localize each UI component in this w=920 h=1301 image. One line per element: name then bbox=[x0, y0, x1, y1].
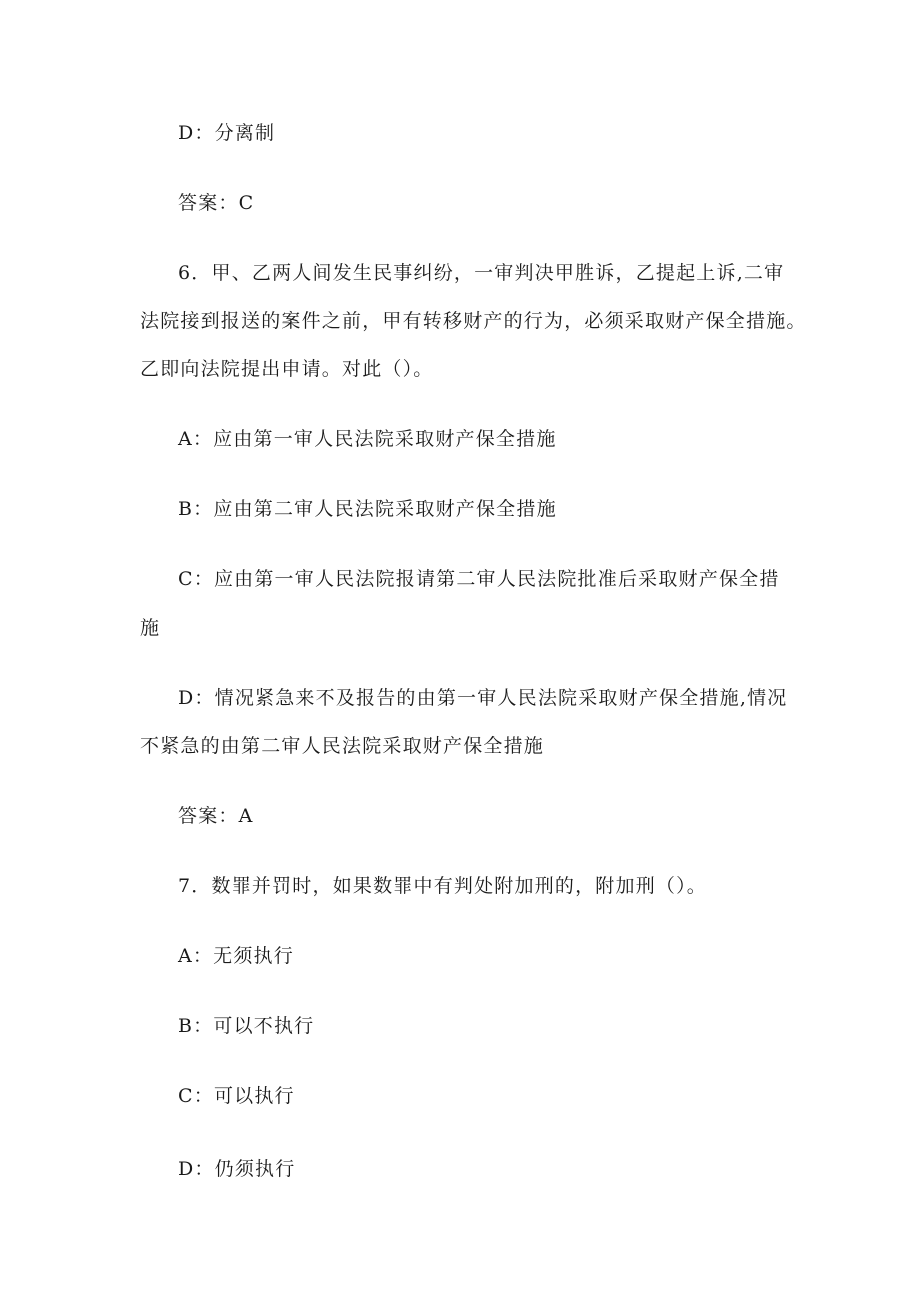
q6-option-c-line-2: 施 bbox=[140, 617, 161, 639]
q6-option-c-line-1: C：应由第一审人民法院报请第二审人民法院批准后采取财产保全措 bbox=[178, 568, 780, 590]
q7-option-b: B：可以不执行 bbox=[178, 1015, 315, 1037]
q7-option-a: A：无须执行 bbox=[178, 945, 294, 967]
q6-stem-line-2: 法院接到报送的案件之前，甲有转移财产的行为，必须采取财产保全措施。 bbox=[140, 310, 807, 332]
q5-option-d: D：分离制 bbox=[178, 122, 276, 144]
q7-option-c: C：可以执行 bbox=[178, 1085, 295, 1107]
q5-answer: 答案：C bbox=[178, 192, 255, 214]
q6-stem-line-3: 乙即向法院提出申请。对此（）。 bbox=[140, 358, 434, 380]
q7-option-d: D：仍须执行 bbox=[178, 1158, 296, 1180]
q6-option-a: A：应由第一审人民法院采取财产保全措施 bbox=[178, 428, 557, 450]
q7-stem: 7．数罪并罚时，如果数罪中有判处附加刑的，附加刑（）。 bbox=[178, 875, 707, 897]
q6-stem-line-1: 6．甲、乙两人间发生民事纠纷，一审判决甲胜诉，乙提起上诉,二审 bbox=[178, 262, 785, 284]
q6-option-b: B：应由第二审人民法院采取财产保全措施 bbox=[178, 498, 557, 520]
q6-option-d-line-1: D：情况紧急来不及报告的由第一审人民法院采取财产保全措施,情况 bbox=[178, 687, 788, 709]
q6-answer: 答案：A bbox=[178, 805, 254, 827]
q6-option-d-line-2: 不紧急的由第二审人民法院采取财产保全措施 bbox=[140, 735, 545, 757]
